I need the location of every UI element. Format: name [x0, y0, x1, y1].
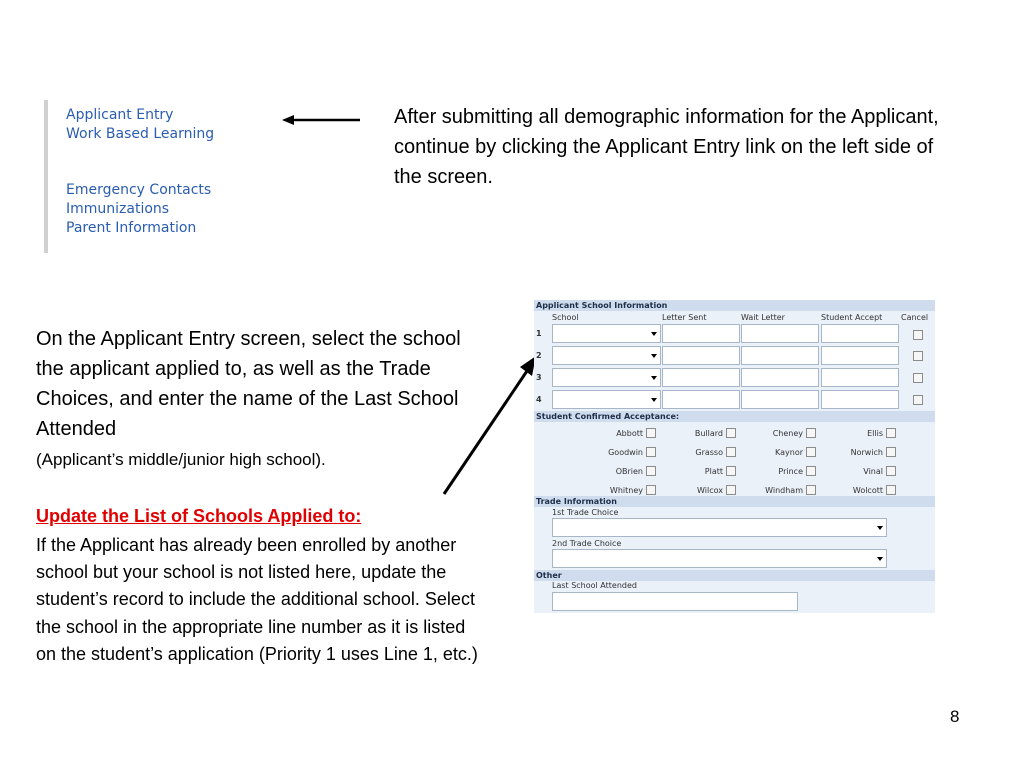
col-student-accept: Student Accept	[821, 313, 883, 322]
chevron-down-icon	[651, 332, 657, 336]
instructions-main: On the Applicant Entry screen, select the school the applicant applied to, as well as the Trade Choices, and enter the name of the Last School Attended	[36, 328, 461, 440]
letter-sent-field[interactable]	[662, 324, 740, 343]
col-school: School	[552, 313, 579, 322]
acceptance-checkbox-abbott[interactable]	[646, 428, 656, 438]
acceptance-checkbox-norwich[interactable]	[886, 447, 896, 457]
cancel-checkbox[interactable]	[913, 330, 923, 340]
nav-link-emergency-contacts[interactable]: Emergency Contacts	[66, 182, 212, 198]
intro-text: After submitting all demographic information for the Applicant, continue by clicking the Applicant Entry link on the left side of the screen.	[394, 106, 939, 188]
section-confirmed-acceptance: Student Confirmed Acceptance:	[534, 411, 935, 422]
page-number: 8	[950, 707, 960, 726]
acceptance-checkbox-wilcox[interactable]	[726, 485, 736, 495]
acceptance-label-kaynor: Kaynor	[775, 448, 803, 457]
school-select[interactable]	[552, 324, 661, 343]
col-letter-sent: Letter Sent	[662, 313, 707, 322]
acceptance-label-windham: Windham	[765, 486, 803, 495]
diagonal-arrow-icon	[436, 350, 546, 500]
section-trade-information: Trade Information	[534, 496, 935, 507]
acceptance-label-wilcox: Wilcox	[697, 486, 723, 495]
acceptance-label-norwich: Norwich	[850, 448, 883, 457]
student-accept-field[interactable]	[821, 390, 899, 409]
chevron-down-icon	[651, 354, 657, 358]
second-trade-select[interactable]	[552, 549, 887, 568]
last-school-attended-field[interactable]	[552, 592, 798, 611]
chevron-down-icon	[877, 526, 883, 530]
acceptance-checkbox-platt[interactable]	[726, 466, 736, 476]
applicant-entry-form	[534, 300, 935, 613]
second-trade-label: 2nd Trade Choice	[552, 539, 622, 548]
acceptance-checkbox-windham[interactable]	[806, 485, 816, 495]
acceptance-checkbox-whitney[interactable]	[646, 485, 656, 495]
student-accept-field[interactable]	[821, 324, 899, 343]
acceptance-label-prince: Prince	[778, 467, 803, 476]
acceptance-label-wolcott: Wolcott	[852, 486, 883, 495]
update-heading: Update the List of Schools Applied to:	[36, 506, 362, 526]
acceptance-checkbox-vinal[interactable]	[886, 466, 896, 476]
first-trade-label: 1st Trade Choice	[552, 508, 619, 517]
last-school-label: Last School Attended	[552, 581, 637, 590]
acceptance-label-grasso: Grasso	[695, 448, 723, 457]
col-wait-letter: Wait Letter	[741, 313, 785, 322]
section-applicant-school-info: Applicant School Information	[534, 300, 935, 311]
nav-link-parent-information[interactable]: Parent Information	[66, 220, 197, 236]
row-number: 4	[536, 395, 542, 404]
acceptance-checkbox-bullard[interactable]	[726, 428, 736, 438]
acceptance-label-vinal: Vinal	[863, 467, 883, 476]
nav-link-immunizations[interactable]: Immunizations	[66, 201, 170, 217]
acceptance-label-abbott: Abbott	[616, 429, 643, 438]
letter-sent-field[interactable]	[662, 346, 740, 365]
acceptance-label-platt: Platt	[704, 467, 723, 476]
school-select[interactable]	[552, 368, 661, 387]
acceptance-label-whitney: Whitney	[609, 486, 643, 495]
cancel-checkbox[interactable]	[913, 395, 923, 405]
acceptance-checkbox-goodwin[interactable]	[646, 447, 656, 457]
acceptance-checkbox-obrien[interactable]	[646, 466, 656, 476]
nav-link-applicant-entry[interactable]: Applicant Entry	[66, 107, 174, 123]
letter-sent-field[interactable]	[662, 368, 740, 387]
letter-sent-field[interactable]	[662, 390, 740, 409]
left-arrow-icon	[282, 112, 362, 128]
acceptance-label-bullard: Bullard	[694, 429, 723, 438]
left-nav-panel	[44, 100, 278, 253]
row-number: 3	[536, 373, 542, 382]
wait-letter-field[interactable]	[741, 368, 819, 387]
cancel-checkbox[interactable]	[913, 351, 923, 361]
chevron-down-icon	[651, 376, 657, 380]
row-number: 2	[536, 351, 542, 360]
wait-letter-field[interactable]	[741, 324, 819, 343]
first-trade-select[interactable]	[552, 518, 887, 537]
wait-letter-field[interactable]	[741, 390, 819, 409]
col-cancel: Cancel	[901, 313, 929, 322]
update-body: If the Applicant has already been enrolled by another school but your school is not listed here, update the student’s record to include the additional school. Select the school in the appropriate line number as it is listed on the student’s application (Priority 1 uses Line 1, etc.)	[36, 535, 478, 664]
section-other: Other	[534, 570, 935, 581]
wait-letter-field[interactable]	[741, 346, 819, 365]
acceptance-checkbox-ellis[interactable]	[886, 428, 896, 438]
acceptance-label-goodwin: Goodwin	[608, 448, 643, 457]
acceptance-checkbox-kaynor[interactable]	[806, 447, 816, 457]
acceptance-checkbox-prince[interactable]	[806, 466, 816, 476]
chevron-down-icon	[877, 557, 883, 561]
row-number: 1	[536, 329, 542, 338]
acceptance-label-ellis: Ellis	[867, 429, 883, 438]
acceptance-checkbox-grasso[interactable]	[726, 447, 736, 457]
chevron-down-icon	[651, 398, 657, 402]
acceptance-label-obrien: OBrien	[615, 467, 643, 476]
nav-link-work-based-learning[interactable]: Work Based Learning	[66, 126, 215, 142]
school-select[interactable]	[552, 390, 661, 409]
instructions-note: (Applicant’s middle/junior high school).	[36, 450, 326, 469]
school-select[interactable]	[552, 346, 661, 365]
student-accept-field[interactable]	[821, 346, 899, 365]
acceptance-label-cheney: Cheney	[772, 429, 803, 438]
instructions-text	[36, 324, 486, 475]
cancel-checkbox[interactable]	[913, 373, 923, 383]
student-accept-field[interactable]	[821, 368, 899, 387]
acceptance-checkbox-wolcott[interactable]	[886, 485, 896, 495]
acceptance-checkbox-cheney[interactable]	[806, 428, 816, 438]
